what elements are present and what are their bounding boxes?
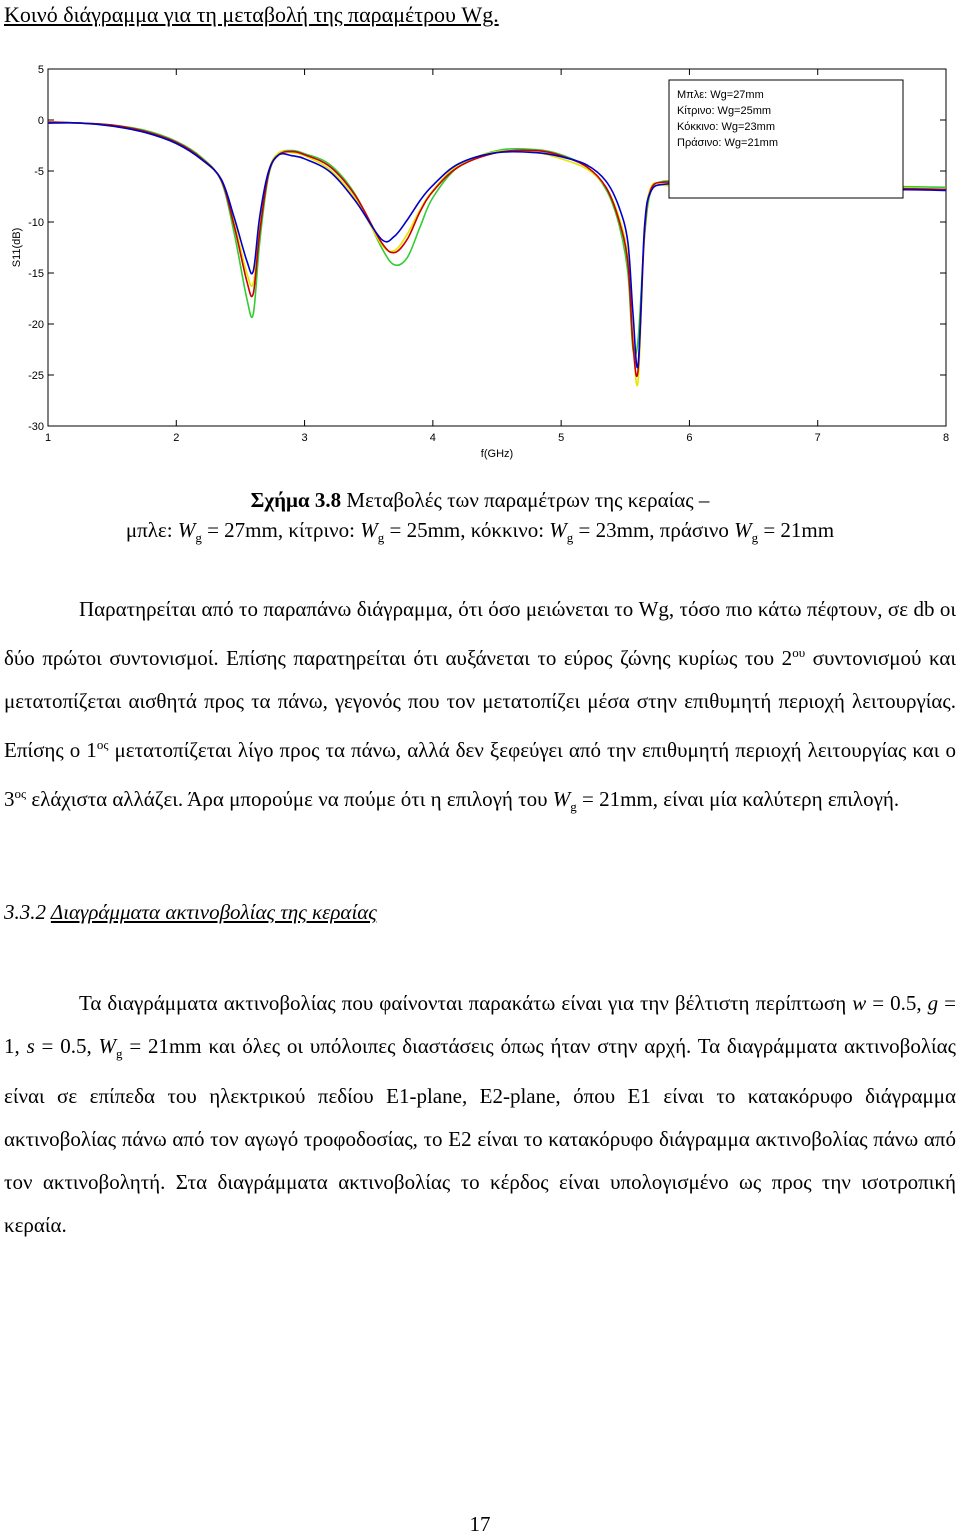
text-run: = 21mm και όλες οι υπόλοιπες διαστάσεις όπως ήταν στην αρχή. Τα διαγράμματα ακτινοβολίας είναι σε επίπεδα του ηλεκτρικού πεδίου E1-plane, E2-plane, όπου E1 είναι το κατακόρυφο διάγραμμα ακτινοβολίας πάνω από τον αγωγό τροφοδοσίας, το E2 είναι το κατακόρυφο διάγραμμα ακτινοβολίας πάνω από τον ακτινοβολητή. Στα διαγράμματα ακτινοβολίας το κέρδος είναι υπολογισμένο ως προς την ισοτροπική κεραία. — [4, 1034, 957, 1238]
text-run: = 0.5, — [34, 1034, 99, 1058]
subscript: g — [116, 1046, 123, 1062]
math-variable: s — [26, 1034, 35, 1058]
page-heading: Κοινό διάγραμμα για τη μεταβολή της παραμέτρου Wg. — [4, 2, 499, 27]
section-number: 3.3.2 — [4, 900, 51, 924]
figure-caption-text: Μεταβολές των παραμέτρων της κεραίας – — [341, 488, 710, 512]
legend-entry: Μπλε: Wg=27mm — [677, 89, 764, 101]
text-run: = 21mm — [758, 518, 835, 542]
text-run: Παρατηρείται από το παραπάνω διάγραμμα, ότι όσο μειώνεται το Wg, τόσο πιο κάτω πέφτουν, σε db οι δύο πρώτοι συντονισμοί. Επίσης παρατηρείται ότι αυξάνεται το εύρος ζώνης κυρίως του 2 — [4, 597, 956, 670]
page-number: 17 — [469, 1512, 491, 1536]
legend-entry: Πράσινο: Wg=21mm — [677, 137, 779, 149]
legend-entry: Κίτρινο: Wg=25mm — [677, 105, 772, 117]
math-variable: W — [98, 1034, 117, 1058]
x-tick-label: 7 — [814, 432, 821, 444]
x-tick-label: 5 — [558, 432, 565, 444]
x-axis-label: f(GHz) — [480, 448, 514, 460]
x-tick-label: 1 — [44, 432, 52, 444]
y-tick-label: -10 — [28, 217, 44, 229]
paragraph-radiation — [4, 982, 956, 1247]
paragraph-observation — [4, 588, 956, 828]
y-tick-label: -5 — [34, 166, 44, 178]
legend-entry: Κόκκινο: Wg=23mm — [677, 121, 775, 133]
y-tick-label: -15 — [28, 268, 44, 280]
y-tick-label: -25 — [28, 370, 44, 382]
math-variable: W — [177, 518, 196, 542]
figure-caption-line2 — [0, 518, 960, 546]
text-run: = 0.5, — [866, 991, 928, 1015]
subscript: g — [751, 530, 759, 546]
subscript: g — [195, 530, 202, 546]
math-variable: w — [852, 991, 867, 1015]
math-variable: W — [552, 787, 571, 811]
text-run: = 27mm, κίτρινο: — [201, 518, 361, 542]
subscript: g — [377, 530, 385, 546]
math-variable: g — [927, 991, 939, 1015]
subscript: g — [570, 799, 577, 815]
math-variable: W — [734, 518, 752, 542]
text-run: = 25mm, κόκκινο: — [384, 518, 550, 542]
text-run: = 21mm, είναι μία καλύτερη επιλογή. — [576, 787, 900, 811]
y-tick-label: 0 — [37, 115, 44, 127]
figure-caption-line1 — [0, 488, 960, 513]
x-tick-label: 3 — [301, 432, 308, 444]
x-tick-label: 6 — [686, 432, 693, 444]
x-tick-label: 8 — [942, 432, 950, 444]
s11-chart — [0, 55, 960, 475]
text-run: = 23mm, πράσινο — [573, 518, 735, 542]
y-tick-label: 5 — [37, 64, 44, 76]
figure-number: Σχήμα 3.8 — [250, 488, 342, 512]
section-heading — [4, 900, 377, 925]
text-run: συντονισμού και μετατοπίζεται αισθητά προς τα πάνω, γεγονός που τον μετατοπίζει μέσα στην επιθυμητή περιοχή λειτουργίας. Επίσης ο 1 — [4, 646, 956, 762]
math-variable: W — [549, 518, 567, 542]
text-run: ελάχιστα αλλάζει. Άρα μπορούμε να πούμε ότι η επιλογή του — [26, 787, 553, 811]
x-tick-label: 4 — [429, 432, 436, 444]
text-run: μετατοπίζεται λίγο προς τα πάνω, αλλά δεν ξεφεύγει από την επιθυμητή περιοχή λειτουργίας και ο 3 — [4, 738, 957, 811]
superscript: ος — [96, 737, 109, 752]
section-title: Διαγράμματα ακτινοβολίας της κεραίας — [50, 900, 377, 924]
subscript: g — [566, 530, 574, 546]
text-run: μπλε: — [125, 518, 178, 542]
x-tick-label: 2 — [173, 432, 180, 444]
math-variable: W — [360, 518, 378, 542]
text-run: Τα διαγράμματα ακτινοβολίας που φαίνονται παρακάτω είναι για την βέλτιστη περίπτωση — [79, 991, 853, 1015]
y-tick-label: -20 — [28, 319, 44, 331]
superscript: ου — [792, 645, 806, 660]
y-axis-label: S11(dB) — [11, 227, 23, 268]
text-run: = 1, — [4, 991, 957, 1058]
superscript: ος — [14, 786, 27, 801]
y-tick-label: -30 — [28, 421, 44, 433]
